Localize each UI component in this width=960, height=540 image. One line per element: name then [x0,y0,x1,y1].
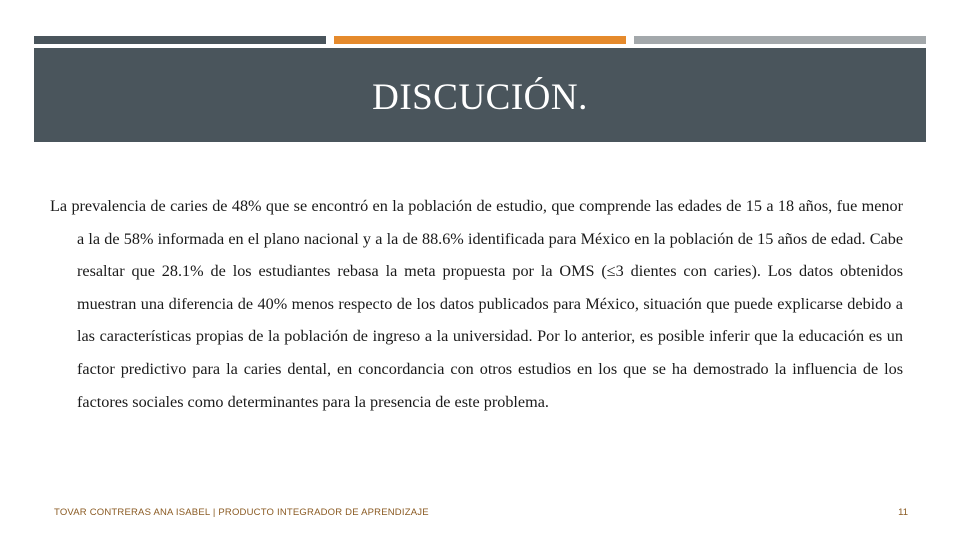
decorative-bar-orange [334,36,626,44]
page-number: 11 [898,507,908,518]
title-banner [34,48,926,142]
decorative-bar-gray [634,36,926,44]
decorative-bar-dark [34,36,326,44]
body-paragraph: La prevalencia de caries de 48% que se encontró en la población de estudio, que comprende las edades de 15 a 18 años, fue menor a la de 58% informada en el plano nacional y a la de 88.6% identificada para México en la población de 15 años de edad. Cabe resaltar que 28.1% de los estudiantes rebasa la meta propuesta por la OMS (≤3 dientes con caries). Los datos obtenidos muestran una diferencia de 40% menos respecto de los datos publicados para México, situación que puede explicarse debido a las características propias de la población de ingreso a la universidad. Por lo anterior, es posible inferir que la educación es un factor predictivo para la caries dental, en concordancia con otros estudios en los que se ha demostrado la influencia de los factores sociales como determinantes para la presencia de este problema. [50,197,903,411]
footer-author: TOVAR CONTRERAS ANA ISABEL | PRODUCTO INTEGRADOR DE APRENDIZAJE [54,507,429,518]
slide-title: DISCUCIÓN. [372,76,588,118]
